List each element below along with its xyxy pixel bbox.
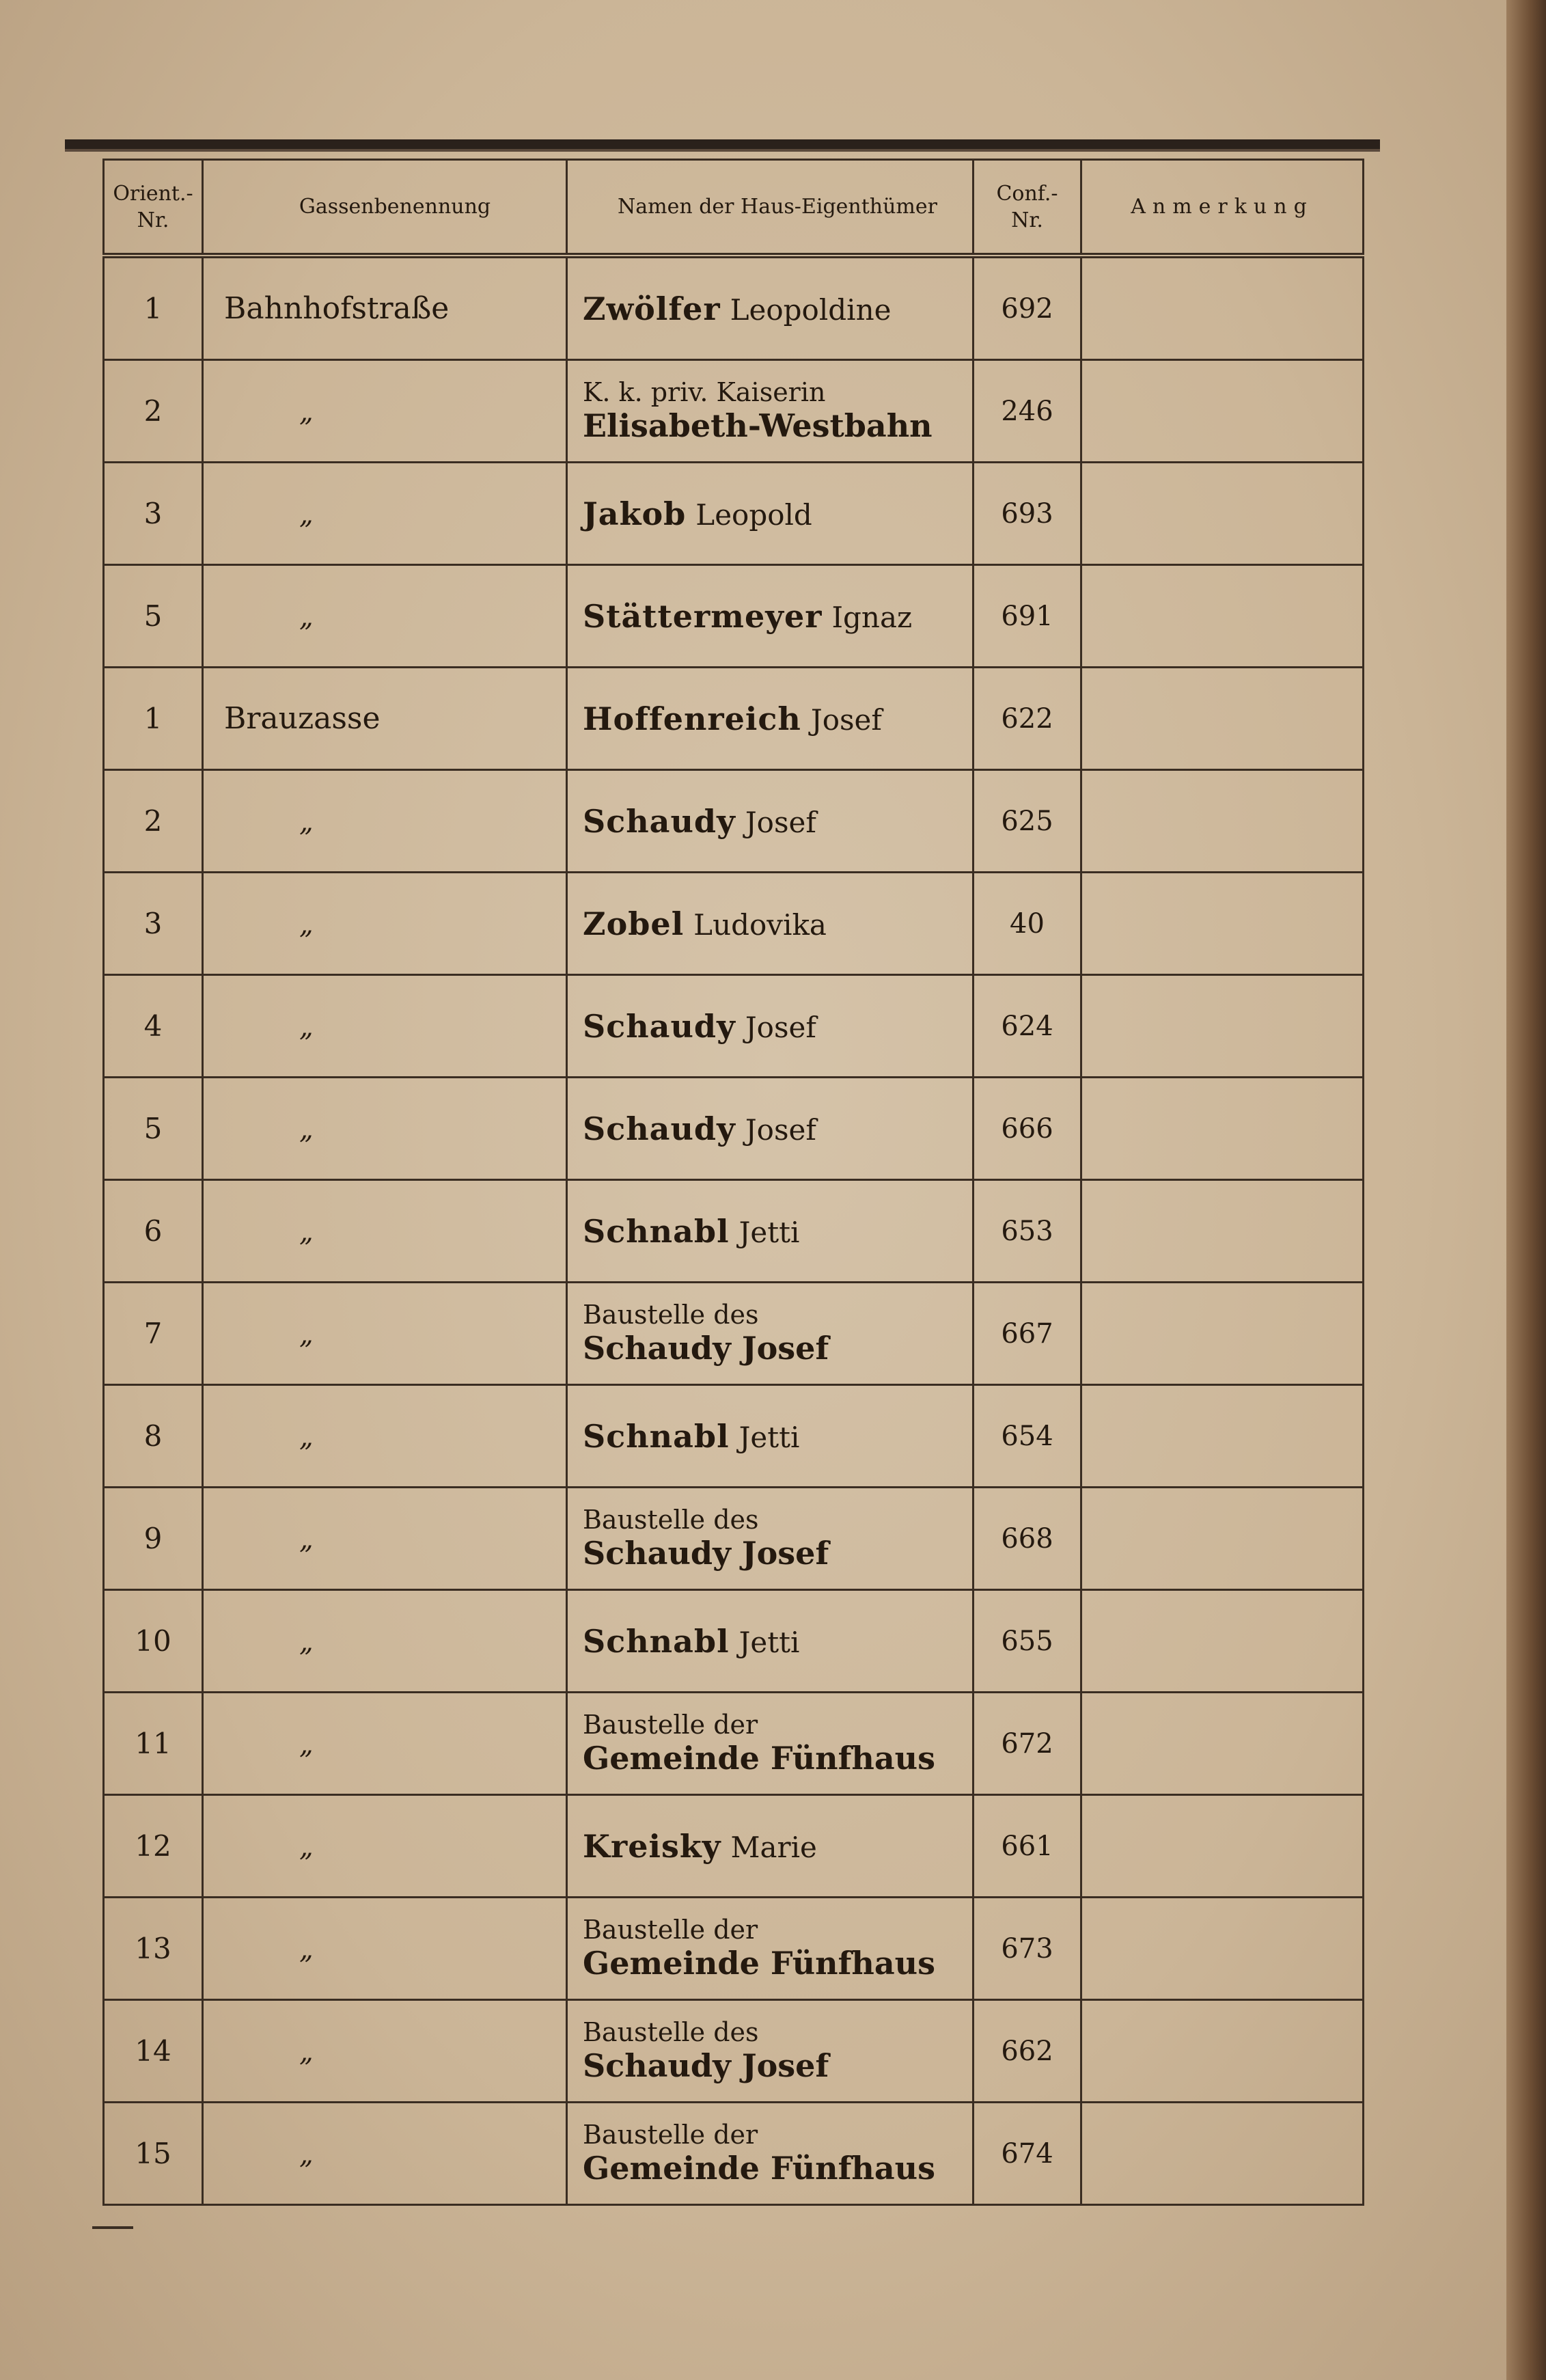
ditto-mark: „ xyxy=(299,1934,314,1965)
ditto-mark: „ xyxy=(299,1729,314,1760)
cons-nr-cell: 672 xyxy=(974,1693,1081,1795)
owner-surname: Hoffenreich xyxy=(583,700,801,737)
orient-nr-cell: 8 xyxy=(104,1385,203,1488)
anmerkung-cell xyxy=(1081,256,1364,360)
owner-cell xyxy=(567,975,974,1078)
table-row xyxy=(104,1590,1364,1693)
gasse-cell xyxy=(203,1488,567,1590)
anmerkung-cell xyxy=(1081,873,1364,975)
cons-nr-cell: 246 xyxy=(974,360,1081,463)
cons-nr-cell: 666 xyxy=(974,1078,1081,1180)
owner-cell xyxy=(567,2000,974,2103)
owner-line-1: K. k. priv. Kaiserin xyxy=(583,377,826,408)
bottom-rule xyxy=(92,2226,133,2229)
anmerkung-cell xyxy=(1081,1078,1364,1180)
anmerkung-cell xyxy=(1081,1488,1364,1590)
anmerkung-cell xyxy=(1081,565,1364,668)
owner-surname: Schaudy xyxy=(583,1110,736,1147)
owner-surname: Stättermeyer xyxy=(583,597,823,635)
header-hauseigenthuemer: Namen der Haus-Eigenthümer xyxy=(567,160,974,256)
ditto-mark: „ xyxy=(299,909,314,940)
owner-line-1: Baustelle des xyxy=(583,2017,759,2048)
owner-cell xyxy=(567,1078,974,1180)
owner-given-name: Marie xyxy=(730,1830,817,1864)
owner-line-2: Elisabeth-Westbahn xyxy=(583,407,933,444)
anmerkung-cell xyxy=(1081,1898,1364,2000)
owner-line-1: Baustelle der xyxy=(583,2120,758,2150)
anmerkung-cell xyxy=(1081,770,1364,873)
owner-line-2: Schaudy Josef xyxy=(583,1329,829,1367)
orient-nr-cell: 9 xyxy=(104,1488,203,1590)
cons-nr-cell: 622 xyxy=(974,668,1081,770)
table-row xyxy=(104,1283,1364,1385)
owner-given-name: Leopold xyxy=(695,497,812,532)
table-row xyxy=(104,1488,1364,1590)
owner-line-1: Baustelle der xyxy=(583,1915,758,1945)
owner-given-name: Leopoldine xyxy=(730,292,892,327)
ditto-mark: „ xyxy=(299,1114,314,1145)
orient-nr-cell: 10 xyxy=(104,1590,203,1693)
owner-given-name: Jetti xyxy=(739,1625,800,1659)
header-row xyxy=(104,160,1364,256)
owner-given-name: Josef xyxy=(810,702,882,737)
table-row xyxy=(104,2000,1364,2103)
cons-nr-cell: 661 xyxy=(974,1795,1081,1898)
gasse-cell xyxy=(203,975,567,1078)
owner-line-2: Schaudy Josef xyxy=(583,2047,829,2084)
cons-nr-cell: 653 xyxy=(974,1180,1081,1283)
owner-cell xyxy=(567,1590,974,1693)
owner-line-2: Schaudy Josef xyxy=(583,1534,829,1572)
ditto-mark: „ xyxy=(299,806,314,838)
owner-given-name: Jetti xyxy=(739,1215,800,1249)
gasse-cell xyxy=(203,256,567,360)
anmerkung-cell xyxy=(1081,1590,1364,1693)
owner-cell xyxy=(567,1385,974,1488)
gasse-cell xyxy=(203,770,567,873)
cons-nr-cell: 662 xyxy=(974,2000,1081,2103)
cons-nr-cell: 654 xyxy=(974,1385,1081,1488)
ditto-mark: „ xyxy=(299,1626,314,1658)
top-rule xyxy=(65,139,1380,152)
gasse-cell xyxy=(203,2103,567,2205)
orient-nr-cell: 11 xyxy=(104,1693,203,1795)
register-table xyxy=(102,159,1364,2206)
table-row xyxy=(104,1795,1364,1898)
cons-nr-cell: 625 xyxy=(974,770,1081,873)
orient-nr-cell: 5 xyxy=(104,1078,203,1180)
ditto-mark: „ xyxy=(299,499,314,530)
cons-nr-cell: 624 xyxy=(974,975,1081,1078)
owner-cell xyxy=(567,668,974,770)
table-row xyxy=(104,360,1364,463)
anmerkung-cell xyxy=(1081,1283,1364,1385)
owner-surname: Schaudy xyxy=(583,802,736,840)
owner-surname: Kreisky xyxy=(583,1827,721,1865)
gasse-cell xyxy=(203,1693,567,1795)
anmerkung-cell xyxy=(1081,2103,1364,2205)
header-orient-nr: Orient.- Nr. xyxy=(104,160,203,256)
cons-nr-cell: 655 xyxy=(974,1590,1081,1693)
owner-surname: Jakob xyxy=(583,495,687,532)
table-row xyxy=(104,873,1364,975)
ditto-mark: „ xyxy=(299,1319,314,1350)
ditto-mark: „ xyxy=(299,2036,314,2068)
table-row xyxy=(104,975,1364,1078)
cons-nr-cell: 40 xyxy=(974,873,1081,975)
table-row xyxy=(104,770,1364,873)
owner-line-2: Gemeinde Fünfhaus xyxy=(583,1944,935,1982)
owner-cell xyxy=(567,770,974,873)
gasse-cell xyxy=(203,1180,567,1283)
ditto-mark: „ xyxy=(299,1831,314,1863)
owner-surname: Schnabl xyxy=(583,1417,730,1455)
anmerkung-cell xyxy=(1081,1795,1364,1898)
owner-given-name: Ignaz xyxy=(831,600,913,634)
table-row xyxy=(104,1693,1364,1795)
header-cons-nr: Conf.- Nr. xyxy=(974,160,1081,256)
gasse-cell xyxy=(203,1283,567,1385)
gasse-cell xyxy=(203,1590,567,1693)
ditto-mark: „ xyxy=(299,2139,314,2170)
header-gassenbenennung: Gassenbenennung xyxy=(203,160,567,256)
gasse-cell xyxy=(203,668,567,770)
table-row xyxy=(104,1898,1364,2000)
owner-given-name: Josef xyxy=(745,805,816,839)
owner-cell xyxy=(567,1795,974,1898)
owner-line-1: Baustelle der xyxy=(583,1710,758,1740)
owner-surname: Schnabl xyxy=(583,1212,730,1250)
street-name: Bahnhofstraße xyxy=(224,291,450,326)
orient-nr-cell: 2 xyxy=(104,770,203,873)
ditto-mark: „ xyxy=(299,1011,314,1043)
orient-nr-cell: 14 xyxy=(104,2000,203,2103)
anmerkung-cell xyxy=(1081,463,1364,565)
ditto-mark: „ xyxy=(299,396,314,428)
orient-nr-cell: 4 xyxy=(104,975,203,1078)
gasse-cell xyxy=(203,1898,567,2000)
table-row xyxy=(104,2103,1364,2205)
owner-surname: Zobel xyxy=(583,905,685,942)
owner-line-1: Baustelle des xyxy=(583,1505,759,1535)
gasse-cell xyxy=(203,463,567,565)
owner-cell xyxy=(567,360,974,463)
orient-nr-cell: 1 xyxy=(104,256,203,360)
owner-line-2: Gemeinde Fünfhaus xyxy=(583,1739,935,1777)
cons-nr-cell: 691 xyxy=(974,565,1081,668)
table-row xyxy=(104,668,1364,770)
orient-nr-cell: 13 xyxy=(104,1898,203,2000)
gasse-cell xyxy=(203,1795,567,1898)
owner-cell xyxy=(567,1180,974,1283)
table-row xyxy=(104,463,1364,565)
orient-nr-cell: 3 xyxy=(104,873,203,975)
table-row xyxy=(104,256,1364,360)
street-name: Brauzasse xyxy=(224,701,381,736)
book-spine xyxy=(1506,0,1546,2380)
table-row xyxy=(104,1078,1364,1180)
ditto-mark: „ xyxy=(299,601,314,633)
cons-nr-cell: 692 xyxy=(974,256,1081,360)
anmerkung-cell xyxy=(1081,1693,1364,1795)
table-row xyxy=(104,565,1364,668)
anmerkung-cell xyxy=(1081,360,1364,463)
cons-nr-cell: 673 xyxy=(974,1898,1081,2000)
table-row xyxy=(104,1180,1364,1283)
owner-cell xyxy=(567,873,974,975)
anmerkung-cell xyxy=(1081,2000,1364,2103)
owner-cell xyxy=(567,1283,974,1385)
owner-given-name: Ludovika xyxy=(693,907,827,942)
gasse-cell xyxy=(203,2000,567,2103)
owner-cell xyxy=(567,256,974,360)
orient-nr-cell: 15 xyxy=(104,2103,203,2205)
owner-given-name: Jetti xyxy=(739,1420,800,1454)
header-anmerkung: Anmerkung xyxy=(1081,160,1364,256)
cons-nr-cell: 667 xyxy=(974,1283,1081,1385)
ditto-mark: „ xyxy=(299,1524,314,1555)
anmerkung-cell xyxy=(1081,975,1364,1078)
owner-line-2: Gemeinde Fünfhaus xyxy=(583,2149,935,2187)
owner-cell xyxy=(567,1898,974,2000)
owner-surname: Zwölfer xyxy=(583,290,721,327)
owner-cell xyxy=(567,1693,974,1795)
owner-cell xyxy=(567,1488,974,1590)
ditto-mark: „ xyxy=(299,1216,314,1248)
orient-nr-cell: 7 xyxy=(104,1283,203,1385)
owner-given-name: Josef xyxy=(745,1112,816,1147)
gasse-cell xyxy=(203,1385,567,1488)
orient-nr-cell: 3 xyxy=(104,463,203,565)
owner-surname: Schnabl xyxy=(583,1622,730,1660)
gasse-cell xyxy=(203,1078,567,1180)
anmerkung-cell xyxy=(1081,668,1364,770)
gasse-cell xyxy=(203,360,567,463)
owner-cell xyxy=(567,565,974,668)
cons-nr-cell: 693 xyxy=(974,463,1081,565)
orient-nr-cell: 6 xyxy=(104,1180,203,1283)
orient-nr-cell: 1 xyxy=(104,668,203,770)
owner-surname: Schaudy xyxy=(583,1007,736,1045)
owner-line-1: Baustelle des xyxy=(583,1300,759,1330)
owner-cell xyxy=(567,2103,974,2205)
anmerkung-cell xyxy=(1081,1180,1364,1283)
table-row xyxy=(104,1385,1364,1488)
orient-nr-cell: 2 xyxy=(104,360,203,463)
register-body xyxy=(104,256,1364,2205)
cons-nr-cell: 668 xyxy=(974,1488,1081,1590)
gasse-cell xyxy=(203,565,567,668)
anmerkung-cell xyxy=(1081,1385,1364,1488)
owner-given-name: Josef xyxy=(745,1010,816,1044)
orient-nr-cell: 5 xyxy=(104,565,203,668)
cons-nr-cell: 674 xyxy=(974,2103,1081,2205)
ditto-mark: „ xyxy=(299,1421,314,1453)
orient-nr-cell: 12 xyxy=(104,1795,203,1898)
owner-cell xyxy=(567,463,974,565)
gasse-cell xyxy=(203,873,567,975)
